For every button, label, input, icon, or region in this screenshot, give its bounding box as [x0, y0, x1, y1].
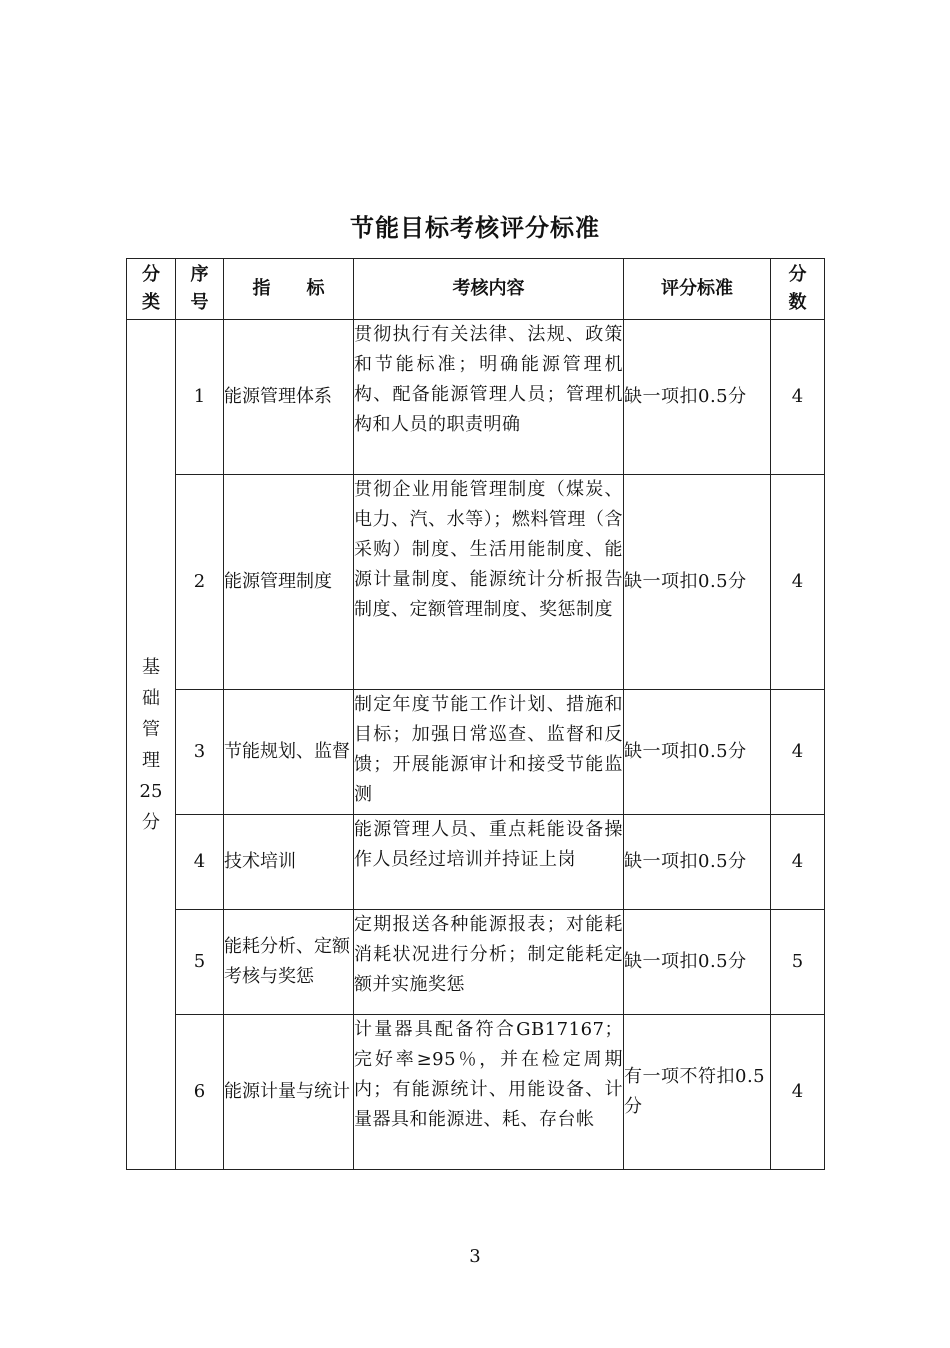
header-standard: 评分标准 — [624, 259, 771, 320]
header-indicator: 指 标 — [224, 259, 354, 320]
row-index: 5 — [176, 910, 224, 1015]
row-indicator: 节能规划、监督 — [224, 690, 354, 815]
row-points: 4 — [771, 475, 825, 690]
header-index — [176, 259, 224, 320]
table-row — [127, 475, 825, 690]
header-category-line-2: 类 — [142, 292, 160, 313]
row-indicator: 能源管理体系 — [224, 320, 354, 475]
row-index: 1 — [176, 320, 224, 475]
row-standard: 缺一项扣0.5分 — [624, 475, 771, 690]
table-row — [127, 690, 825, 815]
row-indicator: 能源计量与统计 — [224, 1015, 354, 1170]
header-content: 考核内容 — [354, 259, 624, 320]
row-content: 定期报送各种能源报表；对能耗消耗状况进行分析；制定能耗定额并实施奖惩 — [354, 910, 624, 1015]
row-standard: 缺一项扣0.5分 — [624, 910, 771, 1015]
category-char: 管 — [142, 718, 160, 740]
row-indicator: 技术培训 — [224, 815, 354, 910]
category-char: 理 — [142, 749, 160, 771]
header-category — [127, 259, 176, 320]
row-points: 4 — [771, 815, 825, 910]
page-title: 节能目标考核评分标准 — [350, 214, 600, 242]
table-row — [127, 1015, 825, 1170]
row-index: 3 — [176, 690, 224, 815]
row-points: 4 — [771, 320, 825, 475]
row-content: 制定年度节能工作计划、措施和目标；加强日常巡查、监督和反馈；开展能源审计和接受节能监测 — [354, 690, 624, 815]
row-standard: 缺一项扣0.5分 — [624, 690, 771, 815]
row-content: 能源管理人员、重点耗能设备操作人员经过培训并持证上岗 — [354, 815, 624, 910]
header-index-line-2: 号 — [190, 292, 209, 313]
row-standard: 有一项不符扣0.5分 — [624, 1015, 771, 1170]
row-index: 2 — [176, 475, 224, 690]
table-header-row — [127, 259, 825, 320]
row-points: 4 — [771, 1015, 825, 1170]
category-char: 分 — [142, 811, 160, 833]
row-standard: 缺一项扣0.5分 — [624, 815, 771, 910]
row-content: 贯彻执行有关法律、法规、政策和节能标准；明确能源管理机构、配备能源管理人员；管理机构和人员的职责明确 — [354, 320, 624, 475]
header-points-line-2: 数 — [788, 292, 807, 313]
row-indicator: 能源管理制度 — [224, 475, 354, 690]
row-content: 计量器具配备符合GB17167；完好率≥95％，并在检定周期内；有能源统计、用能设备、计量器具和能源进、耗、存台帐 — [354, 1015, 624, 1170]
category-cell — [127, 320, 176, 1170]
row-content: 贯彻企业用能管理制度（煤炭、电力、汽、水等）；燃料管理（含采购）制度、生活用能制度、能源计量制度、能源统计分析报告制度、定额管理制度、奖惩制度 — [354, 475, 624, 690]
category-char: 础 — [142, 687, 160, 709]
row-index: 4 — [176, 815, 224, 910]
header-points-line-1: 分 — [788, 264, 807, 285]
category-char: 基 — [142, 656, 160, 678]
row-standard: 缺一项扣0.5分 — [624, 320, 771, 475]
row-points: 5 — [771, 910, 825, 1015]
row-points: 4 — [771, 690, 825, 815]
row-index: 6 — [176, 1015, 224, 1170]
header-index-line-1: 序 — [190, 264, 209, 285]
header-points — [771, 259, 825, 320]
row-indicator: 能耗分析、定额考核与奖惩 — [224, 910, 354, 1015]
table-row — [127, 815, 825, 910]
table-row — [127, 910, 825, 1015]
header-category-line-1: 分 — [142, 264, 160, 285]
scoring-table — [126, 258, 825, 1170]
table-row — [127, 320, 825, 475]
category-char: 25 — [139, 780, 163, 802]
page-number: 3 — [469, 1246, 481, 1267]
